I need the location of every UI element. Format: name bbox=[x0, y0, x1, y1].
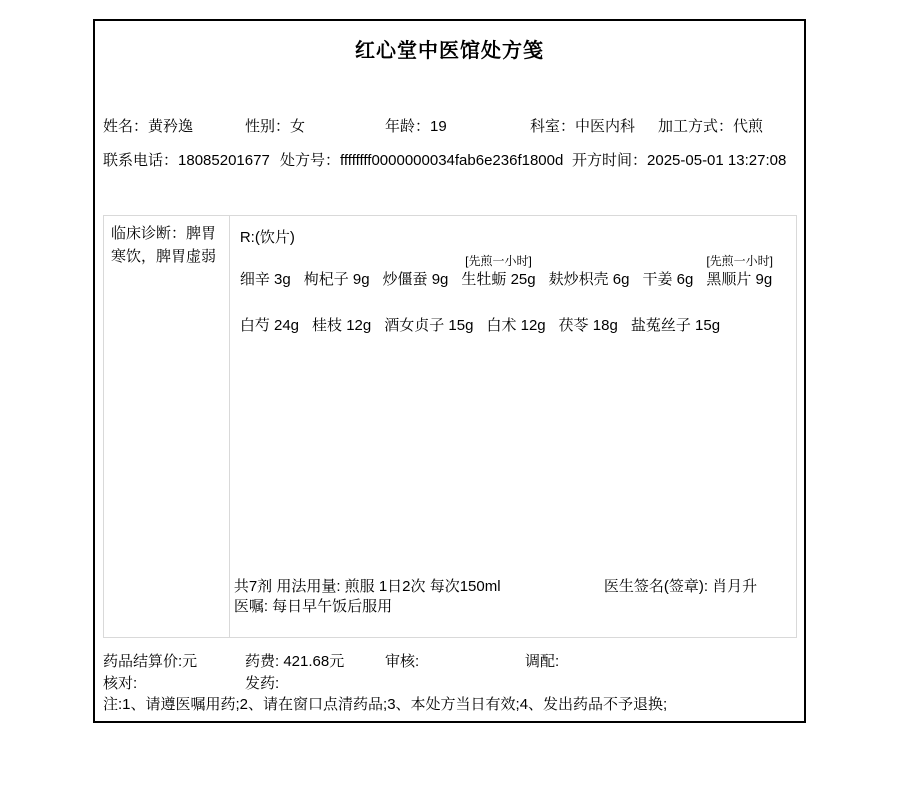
info-label: 药费: bbox=[245, 653, 284, 670]
info-label: 性别： bbox=[245, 118, 291, 135]
medicine-decoction-note: [先煎一小时] bbox=[706, 254, 773, 268]
medicine-name-dose: 细辛 3g bbox=[239, 271, 291, 288]
info-value: 421.68元 bbox=[283, 653, 345, 670]
medicine-item bbox=[706, 253, 773, 290]
medicine-decoction-note bbox=[559, 299, 618, 316]
rx-label: R:(饮片) bbox=[239, 229, 295, 246]
medicine-list bbox=[240, 253, 786, 336]
info-field bbox=[103, 672, 137, 693]
medicine-item bbox=[549, 253, 630, 290]
medicine-name-dose: 枸杞子 9g bbox=[303, 271, 370, 288]
rx-summary-line bbox=[234, 577, 790, 597]
info-field bbox=[103, 115, 193, 136]
info-label: 审核: bbox=[385, 653, 420, 670]
medicine-name-dose: 白芍 24g bbox=[239, 317, 300, 334]
rx-footer bbox=[234, 577, 790, 617]
medicine-name-dose: 酒女贞子 15g bbox=[384, 317, 474, 334]
info-field bbox=[280, 149, 563, 170]
info-label: 处方号： bbox=[280, 152, 341, 169]
info-field bbox=[245, 115, 305, 136]
info-field bbox=[103, 650, 197, 671]
medicine-item bbox=[240, 253, 291, 290]
info-label: 发药: bbox=[245, 675, 280, 692]
doctor-signature bbox=[604, 577, 757, 597]
medicine-decoction-note bbox=[240, 299, 299, 316]
medicine-decoction-note: [先煎一小时] bbox=[465, 254, 532, 268]
medicine-row bbox=[240, 253, 786, 290]
medicine-row bbox=[240, 299, 786, 336]
footer-note: 注:1、请遵医嘱用药;2、请在窗口点清药品;3、本处方当日有效;4、发出药品不予退换; bbox=[103, 696, 668, 713]
medicine-name-dose: 盐菟丝子 15g bbox=[630, 317, 721, 334]
info-value: 18085201677 bbox=[178, 152, 270, 169]
info-field bbox=[658, 115, 763, 136]
info-field bbox=[530, 115, 635, 136]
info-value: 中医内科 bbox=[575, 118, 636, 135]
medicine-decoction-note bbox=[642, 253, 693, 270]
info-label: 核对: bbox=[103, 675, 138, 692]
medical-instruction-label: 医嘱: bbox=[233, 598, 273, 615]
info-label: 药品结算价: bbox=[103, 653, 183, 670]
info-field bbox=[385, 115, 447, 136]
info-field bbox=[245, 672, 279, 693]
medicine-name-dose: 炒僵蚕 9g bbox=[382, 271, 449, 288]
medicine-name-dose: 白术 12g bbox=[486, 317, 546, 334]
prescription-box bbox=[103, 215, 797, 638]
medicine-decoction-note bbox=[383, 253, 449, 270]
diagnosis-text: 脾胃寒饮，脾胃虚弱 bbox=[111, 225, 217, 265]
medicine-name-dose: 桂枝 12g bbox=[312, 317, 372, 334]
info-field bbox=[103, 149, 270, 170]
rx-summary: 共7剂 用法用量: 煎服 1日2次 每次150ml bbox=[233, 578, 501, 595]
settlement-row-2 bbox=[95, 672, 804, 692]
medicine-name-dose: 茯苓 18g bbox=[558, 317, 618, 334]
info-label: 姓名： bbox=[103, 118, 149, 135]
info-label: 调配: bbox=[525, 653, 560, 670]
info-field bbox=[385, 650, 419, 671]
medicine-decoction-note bbox=[486, 299, 545, 316]
medicine-name-dose: 干姜 6g bbox=[642, 271, 694, 288]
medical-instruction-text: 每日早午饭后服用 bbox=[272, 598, 393, 615]
info-field bbox=[572, 149, 786, 170]
medicine-item bbox=[461, 253, 535, 290]
info-value: 2025-05-01 13:27:08 bbox=[647, 152, 787, 169]
diagnosis-label: 临床诊断： bbox=[111, 225, 187, 242]
clinical-diagnosis bbox=[104, 216, 230, 637]
info-label: 科室： bbox=[530, 118, 576, 135]
medicine-item bbox=[240, 299, 299, 336]
medicine-name-dose: 生牡蛎 25g bbox=[461, 271, 536, 288]
medicine-item bbox=[559, 299, 618, 336]
medicine-item bbox=[304, 253, 370, 290]
medicine-item bbox=[631, 299, 720, 336]
medicine-item bbox=[642, 253, 693, 290]
info-value: ffffffff0000000034fab6e236f1800d bbox=[340, 152, 564, 169]
info-field bbox=[245, 650, 344, 671]
medicine-decoction-note bbox=[304, 253, 370, 270]
info-value: 元 bbox=[182, 653, 198, 670]
medicine-name-dose: 黑顺片 9g bbox=[706, 271, 773, 288]
info-value: 19 bbox=[430, 118, 447, 135]
prescription-sheet bbox=[93, 19, 806, 723]
medicine-item bbox=[486, 299, 545, 336]
medicine-item bbox=[384, 299, 473, 336]
patient-info-row-2 bbox=[95, 149, 804, 169]
medicine-item bbox=[312, 299, 371, 336]
settlement-row-1 bbox=[95, 650, 804, 670]
info-label: 联系电话： bbox=[103, 152, 179, 169]
medicine-decoction-note bbox=[240, 253, 291, 270]
info-value: 黄矜逸 bbox=[148, 118, 194, 135]
info-label: 加工方式： bbox=[658, 118, 734, 135]
medicine-decoction-note bbox=[631, 299, 720, 316]
medicine-decoction-note bbox=[549, 253, 630, 270]
patient-info-row-1 bbox=[95, 115, 804, 135]
medical-instruction bbox=[234, 597, 790, 617]
rx-section bbox=[230, 216, 796, 637]
page-title: 红心堂中医馆处方笺 bbox=[355, 40, 544, 62]
info-label: 年龄： bbox=[385, 118, 431, 135]
medicine-name-dose: 麸炒枳壳 6g bbox=[548, 271, 630, 288]
info-field bbox=[525, 650, 559, 671]
info-value: 女 bbox=[290, 118, 306, 135]
doctor-signature-label: 医生签名(签章): bbox=[603, 578, 713, 595]
doctor-signature-name: 肖月升 bbox=[712, 578, 758, 595]
medicine-item bbox=[383, 253, 449, 290]
info-label: 开方时间： bbox=[572, 152, 648, 169]
info-value: 代煎 bbox=[733, 118, 764, 135]
medicine-decoction-note bbox=[312, 299, 371, 316]
medicine-decoction-note bbox=[384, 299, 473, 316]
